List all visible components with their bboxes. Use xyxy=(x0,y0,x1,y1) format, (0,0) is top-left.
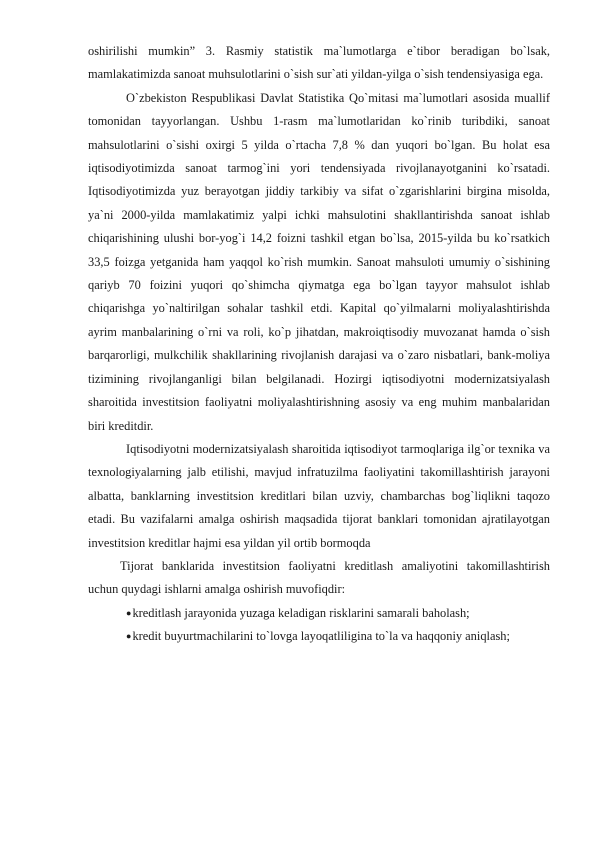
list-item-text: kredit buyurtmachilarini to`lovga layoqatliligina to`la va haqqoniy aniqlash; xyxy=(132,629,510,644)
paragraph-modernization: Iqtisodiyotni modernizatsiyalash sharoitida iqtisodiyot tarmoqlariga ilg`or texnika va texnologiyalarning jalb etilishi, mavjud infratuzilma faoliyatini takomillashtirish jarayoni albatta, banklarning investitsion kreditlari bilan uzviy, chambarchas bog`liqlikni taqozo etadi. Bu vazifalarni amalga oshirish maqsadida tijorat banklari tomonidan ajratilayotgan investitsion kreditlar hajmi esa yildan yil ortib bormoqda xyxy=(88,441,550,550)
paragraph-statistics: O`zbekiston Respublikasi Davlat Statistika Qo`mitasi ma`lumotlari asosida muallif tomonidan tayyorlangan. Ushbu 1-rasm ma`lumotlaridan ko`rinib turibdiki, sanoat mahsulotlarini o`sishi oxirgi 5 yilda o`rtacha 7,8 % dan yuqori bo`lgan. Bu holat esa iqtisodiyotimizda sanoat tarmog`ini yori tendensiyada rivojlanayotganini ko`rsatadi. Iqtisodiyotimizda yuz berayotgan jiddiy tarkibiy va sifat o`zgarishlarini birgina misolda, ya`ni 2000-yilda mamlakatimiz yalpi ichki mahsulotini shakllantirishda sanoat ishlab chiqarishining ulushi bor-yog`i 14,2 foizni tashkil etgan bo`lsa, 2015-yilda bu ko`rsatkich 33,5 foizga yetganida ham yaqqol ko`rish mumkin. Sanoat mahsuloti umumiy o`sishining qariyb 70 foizini yuqori qo`shimcha qiymatga ega bo`lgan tayyor mahsulot ishlab chiqarishga yo`naltirilgan sohalar tashkil etdi. Kapital qo`yilmalarni moliyalashtirishda ayrim manbalarining o`rni va roli, ko`p jihatdan, makroiqtisodiy muvozanat hamda o`sish barqarorligi, mulkchilik shakllarining rivojlanish darajasi va o`zaro nisbatlari, bank-moliya tizimining rivojlanganligi bilan belgilanadi. Hozirgi iqtisodiyotni modernizatsiyalash sharoitida investitsion faoliyatni moliyalashtirishning asosiy va eng muhim manbalaridan biri kreditdir. xyxy=(88,90,550,433)
list-item-risk-assessment xyxy=(88,602,550,625)
bullet-icon: ● xyxy=(126,631,132,642)
paragraph-continuation: oshirilishi mumkin” 3. Rasmiy statistik ma`lumotlarga e`tibor beradigan bo`lsak, mamlakatimizda sanoat muhsulotlarini o`sish sur`ati yildan-yilga o`sish tendensiyasiga ega. xyxy=(88,44,550,82)
paragraph-commercial-banks: Tijorat banklarida investitsion faoliyatni kreditlash amaliyotini takomillashtirish uchun quydagi ishlarni amalga oshirish muvofiqdir: xyxy=(88,558,550,597)
document-page xyxy=(88,40,550,649)
list-item-creditworthiness xyxy=(88,625,550,648)
bullet-icon: ● xyxy=(126,607,132,618)
list-item-text: kreditlash jarayonida yuzaga keladigan risklarini samarali baholash; xyxy=(132,605,470,620)
